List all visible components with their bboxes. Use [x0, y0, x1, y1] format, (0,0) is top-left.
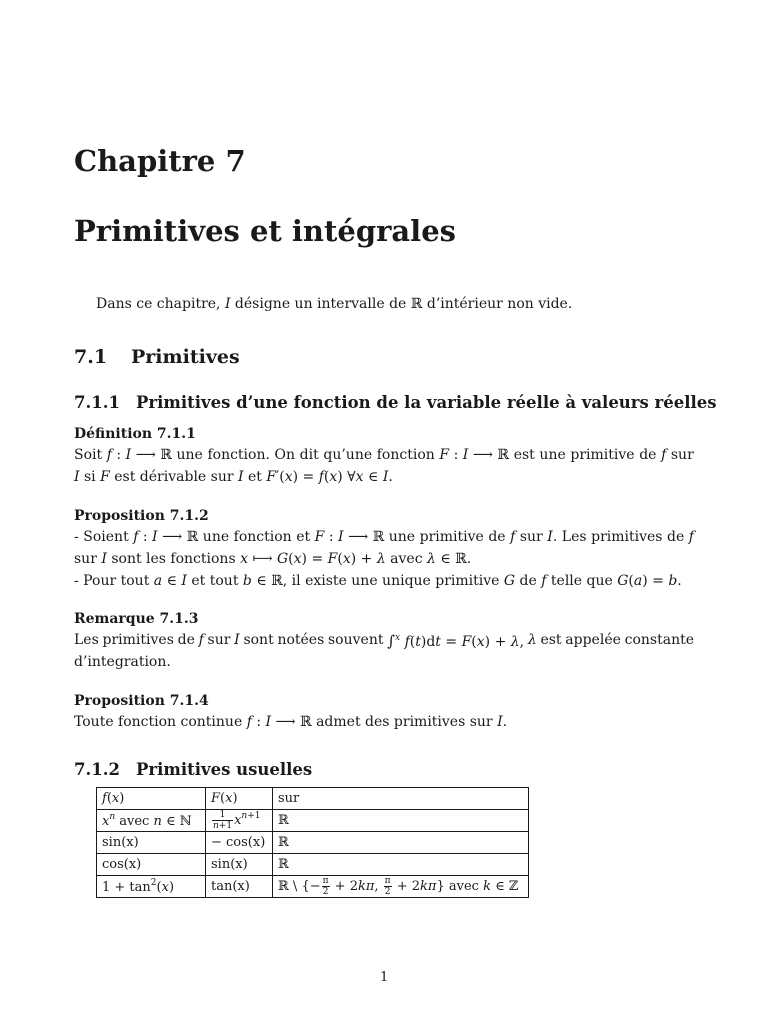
definition-label: Définition 7.1.1: [74, 426, 196, 442]
subsection-heading-2: [74, 760, 312, 779]
subsection-heading-1: [74, 393, 717, 412]
section-title: Primitives: [131, 346, 240, 368]
table-cell: − cos(x): [206, 832, 273, 854]
subsection-number: 7.1.1: [74, 393, 120, 412]
proposition-label-2: Proposition 7.1.4: [74, 693, 209, 709]
table-row: [97, 832, 529, 854]
table-header-cell: F(x): [206, 788, 273, 810]
remark-line-2: d’integration.: [74, 654, 171, 670]
table-header-cell: f(x): [97, 788, 206, 810]
page-number: 1: [380, 970, 389, 985]
table-row: [97, 810, 529, 832]
remark-label: Remarque 7.1.3: [74, 611, 199, 627]
table-row: [97, 854, 529, 876]
table-cell: ℝ \ {− $\frac{\pi}{2}$ + 2kπ, $\frac{\pi}{2}$ + 2kπ} avec k ∈ ℤ: [273, 876, 529, 898]
proposition-label-1: Proposition 7.1.2: [74, 508, 209, 524]
subsection-number: 7.1.2: [74, 760, 120, 779]
section-number: 7.1: [74, 346, 108, 368]
proposition-2-line-1: Toute fonction continue f : I ⟶ ℝ admet des primitives sur I.: [74, 714, 508, 730]
definition-line-1: Soit f : I ⟶ ℝ une fonction. On dit qu’une fonction F : I ⟶ ℝ est une primitive de f sur: [74, 447, 694, 463]
chapter-heading: Chapitre 7: [74, 144, 246, 178]
subsection-title: Primitives usuelles: [136, 760, 313, 779]
table-header-cell: sur: [273, 788, 529, 810]
chapter-title: Primitives et intégrales: [74, 214, 456, 248]
table-cell: ℝ: [273, 832, 529, 854]
definition-line-2: I si F est dérivable sur I et F′(x) = f(x) ∀x ∈ I.: [74, 469, 393, 485]
primitives-table: [96, 787, 529, 898]
table-cell: $x^n$ avec n ∈ ℕ: [97, 810, 206, 832]
proposition-line-1: - Soient f : I ⟶ ℝ une fonction et F : I ⟶ ℝ une primitive de f sur I. Les primitives de f: [74, 529, 694, 545]
remark-line-1: Les primitives de f sur I sont notées souvent ∫$^x$ f(t)dt = F(x) + λ, λ est appelée constante: [74, 632, 694, 650]
proposition-line-3: - Pour tout a ∈ I et tout b ∈ ℝ, il existe une unique primitive G de f telle que G(a) = b.: [74, 573, 682, 589]
table-row: [97, 876, 529, 898]
table-cell: ℝ: [273, 810, 529, 832]
table-cell: cos(x): [97, 854, 206, 876]
section-heading: [74, 346, 240, 368]
table-cell: sin(x): [97, 832, 206, 854]
table-cell: ℝ: [273, 854, 529, 876]
intro-paragraph: Dans ce chapitre, I désigne un intervalle de ℝ d’intérieur non vide.: [96, 296, 573, 312]
subsection-title: Primitives d’une fonction de la variable réelle à valeurs réelles: [136, 393, 717, 412]
table-cell: sin(x): [206, 854, 273, 876]
table-cell: tan(x): [206, 876, 273, 898]
table-header-row: [97, 788, 529, 810]
table-cell: $1 + \tan^2(x)$: [97, 876, 206, 898]
table-cell: $\frac{1}{n+1}$ $x^{n+1}$: [206, 810, 273, 832]
proposition-line-2: sur I sont les fonctions x ⟼ G(x) = F(x) + λ avec λ ∈ ℝ.: [74, 551, 472, 567]
